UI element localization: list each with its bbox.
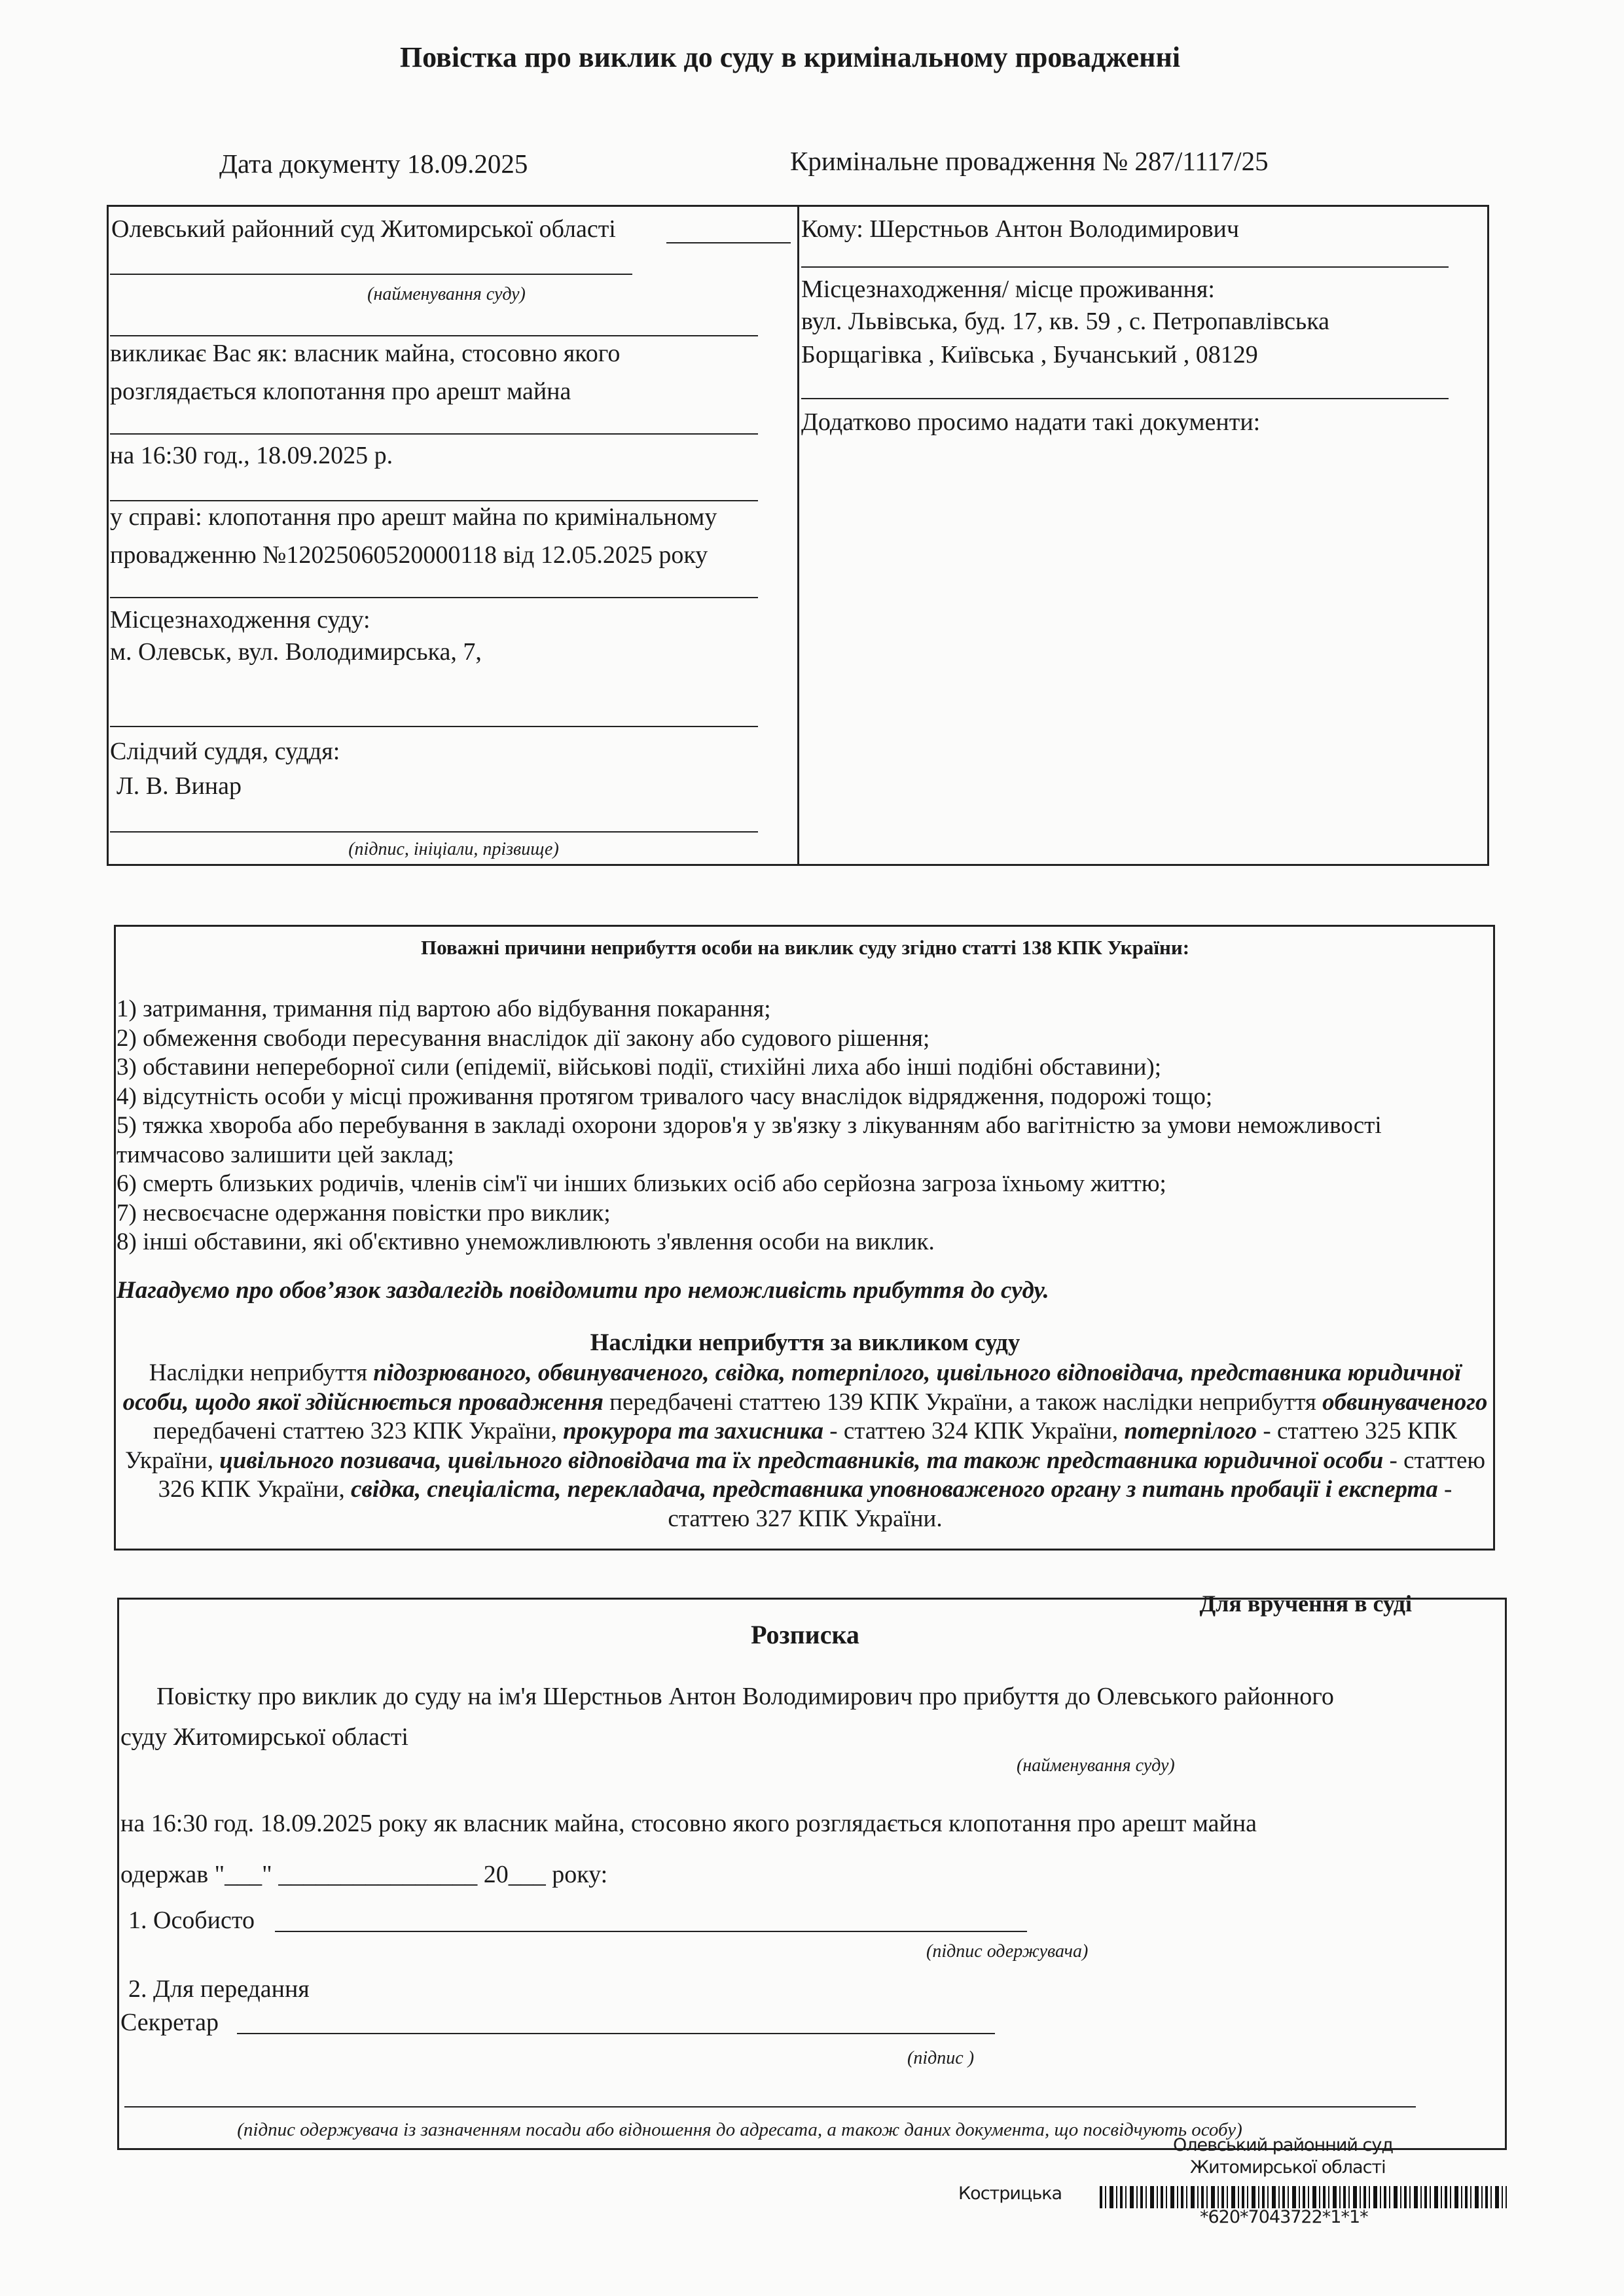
- receipt-heading: Розписка: [751, 1620, 859, 1649]
- reasons-list: [117, 995, 1485, 1257]
- underline: [110, 500, 758, 501]
- consequence-text: передбачені статтею 139 КПК України, а також наслідки неприбуття: [603, 1388, 1323, 1416]
- reasons-heading: Поважні причини неприбуття особи на виклик суду згідно статті 138 КПК України:: [420, 936, 1190, 959]
- transfer-label: 2. Для передання: [128, 1975, 310, 2003]
- page-title: Повістка про виклик до суду в кримінальному провадженні: [399, 41, 1181, 73]
- document-date: Дата документу 18.09.2025: [219, 149, 528, 179]
- extra-documents-label: Додатково просимо надати такі документи:: [801, 408, 1261, 436]
- judge-label: Слідчий суддя, суддя:: [110, 738, 340, 765]
- stamp-line1: Олевський районний суд: [1173, 2135, 1394, 2155]
- reason-item: 6) смерть близьких родичів, членів сім'ї чи інших близьких осіб або серйозна загроза їхньому життю;: [117, 1170, 1166, 1197]
- court-location-label: Місцезнаходження суду:: [110, 606, 370, 634]
- secretary-label: Секретар: [120, 2009, 219, 2036]
- court-name: Олевський районний суд Житомирської області: [111, 215, 616, 243]
- underline: [110, 831, 758, 833]
- consequence-text: Наслідки неприбуття: [149, 1359, 374, 1386]
- reason-item: 8) інші обставини, які об'єктивно унеможливлюють з'явлення особи на виклик.: [117, 1229, 935, 1255]
- recipient-signature-field[interactable]: [124, 2106, 1416, 2108]
- underline: [110, 335, 758, 336]
- receipt-time-line: на 16:30 год. 18.09.2025 року як власник майна, стосовно якого розглядається клопотання про арешт майна: [120, 1810, 1257, 1837]
- barcode-text: *620*7043722*1*1*: [1200, 2207, 1368, 2227]
- secretary-caption: (підпис ): [907, 2048, 975, 2068]
- underline: [666, 242, 791, 243]
- consequence-text: передбачені статтею 323 КПК України,: [153, 1418, 564, 1444]
- stamp-line2: Житомирської області: [1190, 2157, 1386, 2178]
- consequence-text: - статтею 325 КПК України,: [124, 1418, 1457, 1474]
- consequence-party: цивільного позивача, цивільного відповідача та їх представників, та також представника юридичної особи: [219, 1446, 1384, 1474]
- consequence-party: обвинуваченого: [1322, 1388, 1488, 1416]
- case-line2: провадженню №12025060520000118 від 12.05.2025 року: [110, 541, 708, 569]
- hearing-time: на 16:30 год., 18.09.2025 р.: [110, 442, 393, 469]
- court-name-caption: (найменування суду): [367, 284, 526, 304]
- receipt-line1: Повістку про виклик до суду на ім'я Шерстньов Антон Володимирович про прибуття до Олевського районного: [156, 1683, 1334, 1710]
- consequence-party: підозрюваного, обвинуваченого, свідка, потерпілого, цивільного відповідача, представника юридичної особи, щодо якої здійснюється провадження: [122, 1359, 1462, 1416]
- reason-item: 5) тяжка хвороба або перебування в закладі охорони здоров'я у зв'язку з лікуванням або вагітністю за умови неможливості: [117, 1112, 1382, 1139]
- address-line2: Борщагівка , Київська , Бучанський , 08129: [801, 341, 1258, 368]
- underline: [801, 398, 1449, 399]
- personal-signature-field[interactable]: [275, 1931, 1027, 1932]
- receipt-line2: суду Житомирської області: [120, 1723, 408, 1751]
- column-divider: [797, 205, 799, 866]
- summoned-as-line1: викликає Вас як: власник майна, стосовно якого: [110, 340, 621, 367]
- reason-item: 4) відсутність особи у місці проживання протягом тривалого часу внаслідок відрядження, подорожі тощо;: [117, 1083, 1213, 1110]
- personal-caption: (підпис одержувача): [926, 1941, 1089, 1962]
- consequences-heading: Наслідки неприбуття за викликом суду: [590, 1329, 1020, 1356]
- recipient: Кому: Шерстньов Антон Володимирович: [801, 215, 1239, 243]
- reason-item: 2) обмеження свободи пересування внаслідок дії закону або судового рішення;: [117, 1024, 930, 1052]
- reason-item: 1) затримання, тримання під вартою або відбування покарання;: [117, 996, 771, 1022]
- summoned-as-line2: розглядається клопотання про арешт майна: [110, 378, 571, 405]
- for-court-label: Для вручення в суді: [1199, 1590, 1412, 1617]
- reason-item: тимчасово залишити цей заклад;: [117, 1141, 454, 1168]
- underline: [110, 726, 758, 727]
- clerk-name: Кострицька: [958, 2183, 1062, 2204]
- underline: [801, 266, 1449, 268]
- consequences-text: [118, 1359, 1492, 1534]
- underline: [110, 597, 758, 598]
- consequence-party: потерпілого: [1124, 1418, 1257, 1444]
- underline: [110, 274, 632, 275]
- consequence-text: - статтею 326 КПК України,: [158, 1446, 1486, 1503]
- address-line1: вул. Львівська, буд. 17, кв. 59 , с. Петропавлівська: [801, 308, 1330, 335]
- consequence-text: - статтею 324 КПК України,: [823, 1418, 1125, 1444]
- barcode: [1100, 2186, 1507, 2208]
- court-caption: (найменування суду): [1017, 1755, 1175, 1776]
- underline: [110, 433, 758, 435]
- court-location: м. Олевськ, вул. Володимирська, 7,: [110, 638, 482, 666]
- case-line1: у справі: клопотання про арешт майна по кримінальному: [110, 503, 717, 531]
- received-date-field[interactable]: одержав "___" ________________ 20___ року:: [120, 1861, 608, 1888]
- signature-caption: (підпис, ініціали, прізвище): [348, 839, 559, 859]
- reminder: Нагадуємо про обов’язок заздалегідь повідомити про неможливість прибуття до суду.: [117, 1277, 1049, 1304]
- reason-item: 7) несвоєчасне одержання повістки про виклик;: [117, 1199, 611, 1227]
- case-number: Кримінальне провадження № 287/1117/25: [790, 146, 1269, 176]
- consequence-party: свідка, спеціаліста, перекладача, представника уповноваженого органу з питань пробації і експерта: [350, 1476, 1438, 1503]
- consequence-party: прокурора та захисника: [563, 1418, 824, 1444]
- judge-name: Л. В. Винар: [117, 772, 242, 800]
- consequence-text: - статтею 327 КПК України.: [668, 1476, 1453, 1532]
- address-label: Місцезнаходження/ місце проживання:: [801, 276, 1215, 303]
- secretary-signature-field[interactable]: [237, 2033, 995, 2034]
- reason-item: 3) обставини непереборної сили (епідемії, військові події, стихійні лиха або інші подібні обставини);: [117, 1054, 1161, 1081]
- bottom-caption: (підпис одержувача із зазначенням посади або відношення до адресата, а також даних документа, що посвідчують особу): [237, 2119, 1242, 2140]
- personal-label: 1. Особисто: [128, 1907, 255, 1934]
